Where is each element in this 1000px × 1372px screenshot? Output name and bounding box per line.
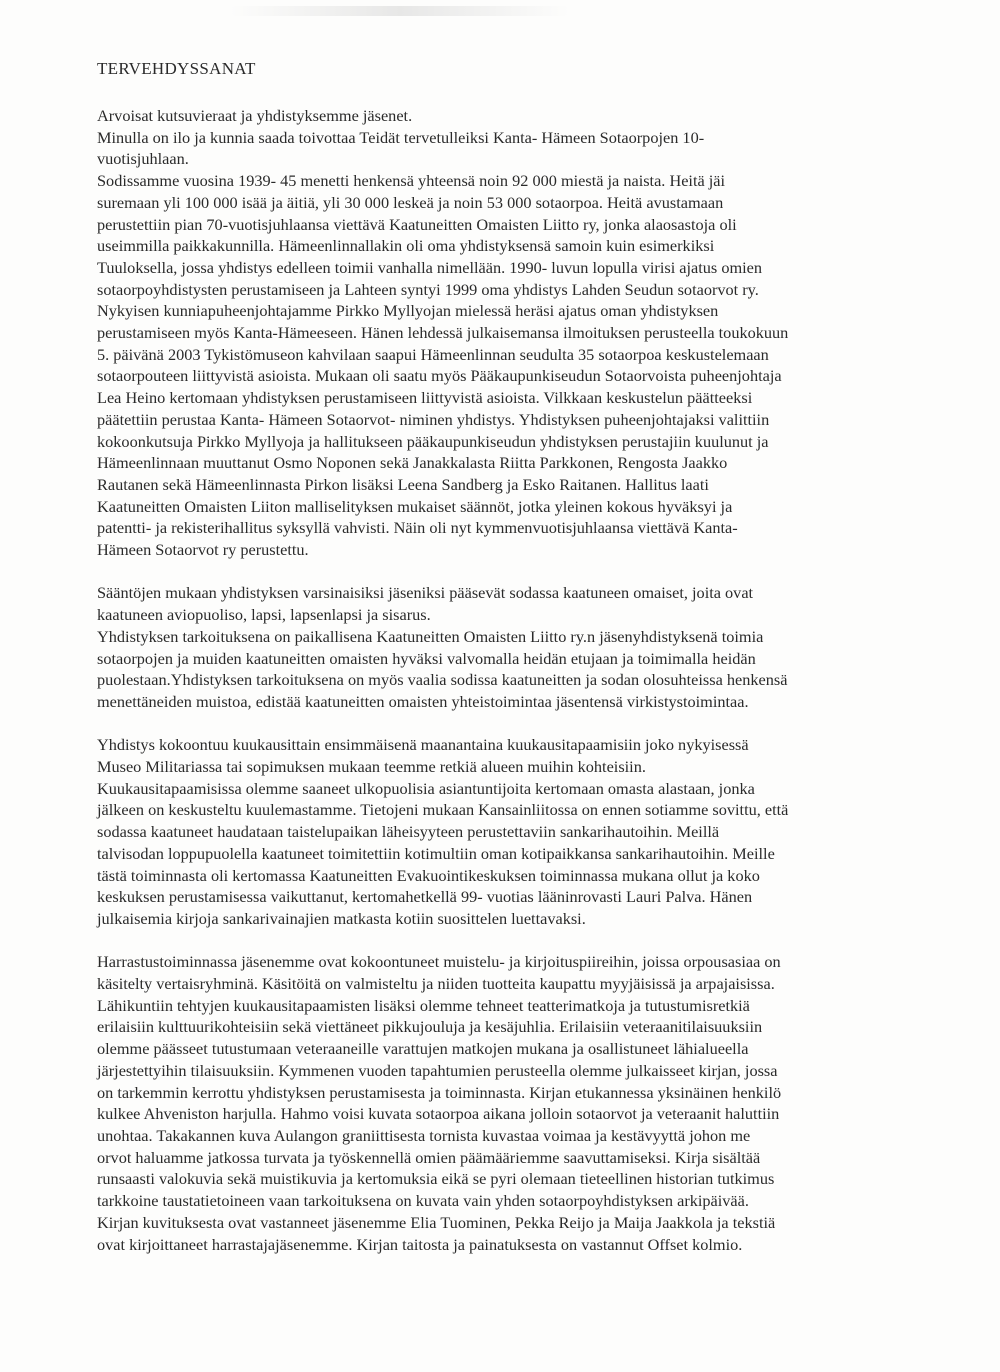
text-line: kaatuneen aviopuoliso, lapsi, lapsenlapsi ja sisarus. [97,605,431,625]
paragraph [97,951,937,1255]
text-line: käsitelty vertaisryhminä. Käsitöitä on valmisteltu ja niiden tuotteita kaupattu myyjäisissä ja arpajaisissa. [97,974,775,994]
text-line: Sodissamme vuosina 1939- 45 menetti henkensä yhteensä noin 92 000 miestä ja naista. Heitä jäi [97,171,726,191]
text-line: Tuuloksella, jossa yhdistys edelleen toimii vanhalla nimellään. 1990- luvun lopulla virisi ajatus omien [97,257,763,277]
paragraph [97,582,937,712]
text-line: tästä toiminnasta oli kertomassa Kaatuneitten Evakuointikeskuksen toiminnassa mukana ollut ja koko [97,865,760,885]
letter-body [97,58,937,1277]
text-line: Kirjan kuvituksesta ovat vastanneet jäsenemme Elia Tuominen, Pekka Reijo ja Maija Jaakkola ja tekstiä [97,1212,776,1232]
text-line: järjestettyihin tilaisuuksiin. Kymmenen vuoden tapahtumien perusteella olemme julkaisseet kirjan, jossa [97,1060,778,1080]
text-line: perustamiseen myös Kanta-Hämeeseen. Hänen lehdessä julkaisemansa ilmoituksen perusteella toukokuun [97,323,789,343]
text-line: Hämeen Sotaorvot ry perustettu. [97,540,309,560]
text-line: jälkeen on keskusteltu kuulemastamme. Tietojeni mukaan Kansainliitossa on ennen sotiamme sovittu, että [97,800,789,820]
text-line: Lea Heino kertomaan yhdistyksen perustamiseen liittyvistä asioista. Vilkkaan keskustelun päätteeksi [97,388,753,408]
text-line: Sääntöjen mukaan yhdistyksen varsinaisiksi jäseniksi pääsevät sodassa kaatuneen omaiset, joita ovat [97,583,754,603]
text-line: Lähikuntiin tehtyjen kuukausitapaamisten lisäksi olemme tehneet teatterimatkoja ja tutustumisretkiä [97,995,750,1015]
text-line: useimmilla paikkakunnilla. Hämeenlinnallakin oli oma yhdistyksensä samoin kuin esimerkiksi [97,236,715,256]
paragraph [97,734,937,929]
text-line: unohtaa. Takakannen kuva Aulangon graniittisesta tornista kuvastaa voimaa ja kestävyyttä johon me [97,1126,751,1145]
text-line: Yhdistys kokoontuu kuukausittain ensimmäisenä maanantaina kuukausitapaamisiin joko nykyisessä [97,735,749,755]
text-line: sotaorpojen ja muiden kaatuneitten omaisten hyväksi valvomalla heidän etujaan ja toimimalla heidän [97,648,756,668]
text-line: päätettiin perustaa Kanta- Hämeen Sotaorvot- niminen yhdistys. Yhdistyksen puheenjohtajaksi valittiin [97,409,770,429]
text-line: keskuksen perustamisessa vaikuttanut, kertomahetkellä 99- vuotias lääninrovasti Lauri Palva. Hänen [97,887,753,907]
text-line: vuotisjuhlaan. [97,149,189,169]
text-line: kokoonkutsuja Pirkko Myllyoja ja hallitukseen pääkaupunkiseudun yhdistyksen perustajiin kuulunut ja [97,431,769,451]
scan-smudge [230,6,570,16]
text-line: Nykyisen kunniapuheenjohtajamme Pirkko Myllyojan mielessä heräsi ajatus oman yhdistyksen [97,301,719,321]
text-line: Kaatuneitten Omaisten Liiton malliselityksen mukaiset säännöt, jotka yleinen kokous hyväksyi ja [97,496,733,516]
text-line: perustettiin pian 70-vuotisjuhlaansa viettävä Kaatuneitten Omaisten Liitto ry, jonka alaosastoja oli [97,214,737,234]
text-line: Museo Militariassa tai sopimuksen mukaan teemme retkiä alueen muihin kohteisiin. [97,757,646,777]
text-line: puolestaan.Yhdistyksen tarkoituksena on myös vaalia sodissa kaatuneitten ja sodan olosuhteissa henkensä [97,670,788,690]
document-title: TERVEHDYSSANAT [97,59,256,78]
text-line: kulkee Ahveniston harjulla. Hahmo voisi kuvata sotaorpoa aikana jolloin sotaorvot ja veteraanit haluttiin [97,1104,780,1124]
text-line: erilaisiin kulttuurikohteisiin sekä viettäneet pikkujouluja ja kesäjuhlia. Erilaisiin veteraanitilaisuuksiin [97,1017,763,1037]
text-line: sodassa kaatuneet haudataan taistelupaikan läheisyyteen perustettaviin sankarihautoihin. Meillä [97,822,720,842]
text-line: runsaasti valokuvia sekä muistikuvia ja kertomuksia eikä se pyri olemaan tieteellinen historian tutkimus [97,1169,775,1189]
paragraph-container [97,105,937,1255]
text-line: Minulla on ilo ja kunnia saada toivottaa Teidät tervetulleiksi Kanta- Hämeen Sotaorpojen 10- [97,127,705,147]
text-line: on tarkemmin kerrottu yhdistyksen perustamisesta ja toiminnasta. Kirjan etukannessa yksinäinen henkilö [97,1082,782,1102]
text-line: suremaan yli 100 000 isää ja äitiä, yli 30 000 leskeä ja noin 53 000 sotaorpoa. Heitä avustamaan [97,192,724,212]
text-line: 5. päivänä 2003 Tykistömuseon kahvilaan saapui Hämeenlinnan seudulta 35 sotaorpoa keskustelemaan [97,344,769,364]
text-line: Harrastustoiminnassa jäsenemme ovat kokoontuneet muistelu- ja kirjoituspiireihin, joissa orpousasiaa on [97,952,781,972]
text-line: Rautanen sekä Hämeenlinnasta Pirkon lisäksi Leena Sandberg ja Esko Raitanen. Hallitus laati [97,474,709,494]
text-line: sotaorpoyhdistysten perustamiseen ja Lahteen syntyi 1999 oma yhdistys Lahden Seudun sotaorvot ry. [97,279,759,299]
text-line: orvot haluamme jatkossa turvata ja työskennellä omien päämääriemme saavuttamiseksi. Kirja sisältää [97,1147,761,1167]
text-line: Yhdistyksen tarkoituksena on paikallisena Kaatuneitten Omaisten Liitto ry.n jäsenyhdistyksenä toimia [97,626,764,646]
text-line: sotaorpouteen liittyvistä asioista. Mukaan oli saatu myös Pääkaupunkiseudun Sotaorvoista puheenjohtaja [97,366,782,386]
text-line: Hämeenlinnaan muuttanut Osmo Noponen sekä Janakkalasta Riitta Parkkonen, Rengosta Jaakko [97,453,728,473]
text-line: tarkkoine taustatietoineen vaan tarkoituksena on kuvata vain yhden sotaorpoyhdistyksen arkipäivää. [97,1191,749,1211]
text-line: julkaisemia kirjoja sankarivainajien matkasta kotiin suosittelen luettavaksi. [97,908,586,928]
text-line: ovat kirjoittaneet harrastajajäsenemme. Kirjan taitosta ja painatuksesta on vastannut Offset kolmio. [97,1234,743,1254]
text-line: menettäneiden muistoa, edistää kaatuneitten omaisten yhteistoimintaa jäsentensä virkistystoimintaa. [97,691,749,711]
text-line: Kuukausitapaamisissa olemme saaneet ulkopuolisia asiantuntijoita kertomaan omasta alastaan, jonka [97,778,755,798]
text-line: patentti- ja rekisterihallitus syksyllä vahvisti. Näin oli nyt kymmenvuotisjuhlaansa viettävä Kanta- [97,518,738,538]
text-line: Arvoisat kutsuvieraat ja yhdistyksemme jäsenet. [97,106,413,125]
text-line: olemme päässeet tutustumaan veteraaneille varattujen matkojen mukana ja osallistuneet lähialueella [97,1039,749,1059]
paragraph [97,105,937,561]
text-line: talvisodan loppupuolella kaatuneet toimitettiin kotimultiin oman kotipaikkansa sankarihautoihin. Meille [97,843,775,863]
